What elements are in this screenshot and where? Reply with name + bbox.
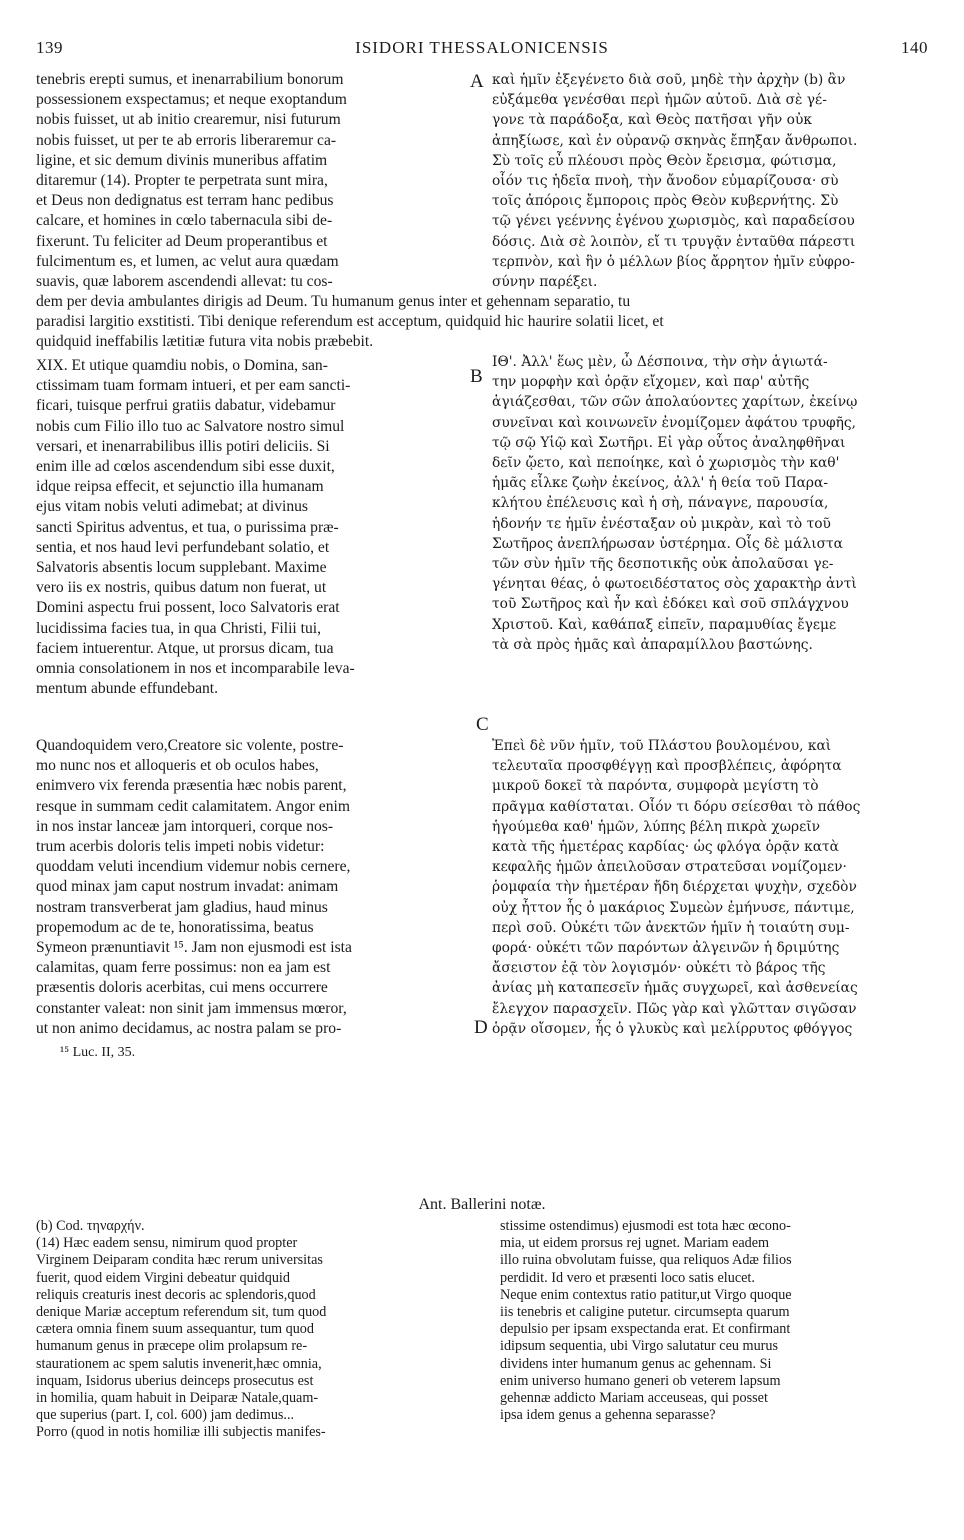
- text-line: staurationem ac spem salutis invenerit,hæc omnia,: [36, 1355, 322, 1372]
- text-line: denique Mariæ acceptum referendum sit, tum quod: [36, 1304, 327, 1321]
- text-line: τὰ σὰ πρὸς ἡμᾶς καὶ ἀπαραμίλλου βαστώνης.: [492, 636, 813, 653]
- text-line: mentum abunde effundebant.: [36, 680, 219, 698]
- text-line: sancti Spiritus adventus, et tua, o purissima præ-: [36, 518, 339, 536]
- text-line: ἡδονήν τε ἡμῖν ἐνέσταξαν οὐ μικρὰν, καὶ τὸ τοῦ: [492, 515, 831, 532]
- text-line: omnia consolationem in nos et incomparabile leva-: [36, 660, 355, 678]
- text-line: ligine, et sic demum divinis muneribus affatim: [36, 151, 328, 169]
- text-line: καὶ ἡμῖν ἐξεγένετο διὰ σοῦ, μηδὲ τὴν ἀρχὴν (b) ἂν: [492, 72, 846, 88]
- text-line: Domini aspectu frui possent, loco Salvatoris erat: [36, 599, 340, 617]
- text-line: περὶ σοῦ. Οὐκέτι τῶν ἀνεκτῶν ἡμῖν ἡ τοιαύτη συμ-: [492, 919, 850, 936]
- text-line: ῥομφαία τὴν ἡμετέραν ἤδη διέρχεται ψυχὴν, σχεδὸν: [492, 879, 857, 896]
- text-line: dem per devia ambulantes dirigis ad Deum. Tu humanum genus inter et gehennam separatio, tu: [36, 293, 631, 310]
- text-line: Quandoquidem vero,Creatore sic volente, postre-: [36, 737, 344, 754]
- text-line: in homilia, quam habuit in Deiparæ Natale,quam-: [36, 1390, 319, 1407]
- greek-column-top: [492, 70, 928, 292]
- latin-column-section-xix: [36, 356, 466, 699]
- text-line: οἷόν τις ἡδεῖα πνοὴ, τὴν ἄνοδον εὐμαρίζουσα· σὺ: [492, 173, 839, 190]
- notes-title: Ant. Ballerini notæ.: [418, 1196, 546, 1213]
- column-marker-b: B: [470, 366, 483, 387]
- text-line: enim universo humano generi ob veterem lapsum: [500, 1372, 781, 1389]
- text-line: fuerit, quod eidem Virgini debeatur quidquid: [36, 1269, 290, 1286]
- text-line: οὐχ ἧττον ἧς ὁ μακάριος Συμεὼν ἐμήνυσε, πάντιμε,: [492, 899, 855, 916]
- text-line: faciem intuerentur. Atque, ut prorsus dicam, tua: [36, 639, 334, 657]
- greek-column-section-19: [492, 352, 928, 655]
- latin-column-top: [36, 70, 466, 292]
- text-line: ἀπηξίωσε, καὶ ἐν οὐρανῷ σκηνὰς ἔπηξαν ἄνθρωποι.: [492, 132, 858, 149]
- text-line: Porro (quod in notis homiliæ illi subjectis manifes-: [36, 1424, 326, 1441]
- page-header: [36, 38, 928, 62]
- text-line: XIX. Et utique quamdiu nobis, o Domina, san-: [36, 357, 328, 374]
- text-line: μικροῦ δοκεῖ τὰ παρόντα, συμφορὰ μεγίστη τὸ: [492, 778, 819, 795]
- text-line: et Deus non dedignatus est terram hanc pedibus: [36, 192, 334, 210]
- text-line: ut non animo decidamus, ac nostra palam se pro-: [36, 1019, 342, 1037]
- text-line: humanum genus in præcepe olim prolapsum re-: [36, 1338, 308, 1355]
- latin-full-width-text: [36, 292, 928, 353]
- text-line: τῷ σῷ Υἱῷ καὶ Σωτῆρι. Εἰ γὰρ οὗτος ἀναληφθῆναι: [492, 434, 846, 451]
- text-line: quod minax jam caput nostrum invadat: animam: [36, 878, 339, 896]
- text-line: gehennæ addicto Mariam acceuseas, qui posset: [500, 1390, 768, 1407]
- text-line: resque in summam cedit calamitatem. Angor enim: [36, 797, 350, 815]
- text-line: stissime ostendimus) ejusmodi est tota hæc œcono-: [500, 1218, 791, 1234]
- text-line: ficari, tuisque perfrui gratiis dabatur, videbamur: [36, 397, 336, 415]
- text-line: τελευταῖα προσφθέγγῃ καὶ προσβλέπεις, ἀφόρητα: [492, 758, 842, 775]
- text-line: (b) Cod. τηναρχήν.: [36, 1218, 145, 1234]
- text-line: nobis cum Filio illo tuo ac Salvatore nostro simul: [36, 417, 345, 435]
- text-line: tenebris erepti sumus, et inenarrabilium bonorum: [36, 71, 344, 88]
- page-number-right: 140: [901, 38, 928, 57]
- text-line: την μορφὴν καὶ ὁρᾷν εἴχομεν, καὶ παρ' αὐτῆς: [492, 374, 810, 391]
- text-line: lucidissima facies tua, in qua Christi, Filii tui,: [36, 619, 321, 637]
- text-line: in nos instar lanceæ jam intorqueri, corque nos-: [36, 817, 334, 835]
- text-line: τοῖς ἀπόροις ἔμποροις πρὸς Θεὸν κυβερνήτης. Σὺ: [492, 193, 839, 210]
- text-line: δόσις. Διὰ σὲ λοιπὸν, εἴ τι τρυγᾷν ἐνταῦθα πάρεστι: [492, 233, 856, 250]
- text-line: Σωτῆρος ἀνεπλήρωσαν ὑστέρημα. Οἷς δὲ μάλιστα: [492, 535, 843, 552]
- text-line: Ἐπεὶ δὲ νῦν ἡμῖν, τοῦ Πλάστου βουλομένου, καὶ: [492, 738, 832, 754]
- text-line: trum acerbis doloris telis impeti nobis videtur:: [36, 838, 325, 856]
- text-line: possessionem exspectamus; et neque exoptandum: [36, 91, 347, 109]
- text-line: perdidit. Id vero et præsenti loco satis elucet.: [500, 1269, 755, 1286]
- text-line: nobis fuisset, ut ab initio crearemur, nisi futurum: [36, 111, 341, 129]
- column-marker-a: A: [470, 71, 484, 92]
- text-line: depulsio per ipsam exspectanda erat. Et confirmant: [500, 1321, 791, 1338]
- text-line: σύνην παρέξει.: [492, 274, 598, 291]
- text-line: paradisi largitio exstitisti. Tibi denique referendum est acceptum, quidquid hic haurire solatii licet, et: [36, 313, 664, 331]
- text-line: κλήτου ἐπέλευσις καὶ ἡ σὴ, πάναγνε, παρουσία,: [492, 495, 829, 512]
- text-line: præsentis doloris acerbitas, cui mens occurrere: [36, 979, 328, 997]
- text-line: idque reipsa effecit, et sejunctio illa humanam: [36, 478, 324, 496]
- text-line: φορά· οὐκέτι τῶν παρόντων ἀλγεινῶν ἡ δριμύτης: [492, 940, 840, 957]
- text-line: κατὰ τῆς ἡμετέρας καρδίας· ὡς φλόγα ὁρᾷν κατὰ: [492, 839, 839, 856]
- text-line: γονε τὰ παράδοξα, καὶ Θεὸς πατῆσαι γῆν οὐκ: [492, 112, 812, 129]
- text-line: enim ille ad cœlos ascendendum sibi esse duxit,: [36, 458, 335, 476]
- page-number-left: 139: [36, 38, 63, 57]
- text-line: Neque enim contextus ratio patitur,ut Virgo quoque: [500, 1286, 792, 1303]
- text-line: ἄσειστον ἐᾷ τὸν λογισμόν· οὐκέτι τὸ βάρος τῆς: [492, 960, 826, 977]
- column-marker-d: D: [474, 1017, 488, 1038]
- text-line: propemodum ac de te, honoratissima, beatus: [36, 918, 314, 936]
- text-line: mia, ut eidem prorsus rej ugnet. Mariam eadem: [500, 1235, 770, 1252]
- text-line: εὐξάμεθα γενέσθαι περὶ ἡμῶν αὐτοῦ. Διὰ σὲ γέ-: [492, 92, 827, 109]
- text-line: Σὺ τοῖς εὖ πλέουσι πρὸς Θεὸν ἔρεισμα, φώτισμα,: [492, 152, 837, 169]
- text-line: fixerunt. Tu feliciter ad Deum properantibus et: [36, 232, 328, 250]
- text-line: ὁρᾷν οἴσομεν, ἧς ὁ γλυκὺς καὶ μελίρρυτος φθόγγος: [492, 1020, 853, 1037]
- footnote: ¹⁵ Luc. II, 35.: [60, 1045, 136, 1060]
- text-line: calamitas, quam ferre possimus: non ea jam est: [36, 959, 331, 977]
- text-line: dividens inter humanum genus ac gehennam. Si: [500, 1355, 772, 1372]
- text-line: mo nunc nos et alloqueris et ob oculos habes,: [36, 757, 319, 775]
- text-line: Salvatoris absentis locum supplebant. Maxime: [36, 559, 327, 577]
- text-line: constanter valeat: non sinit jam immensus mœror,: [36, 999, 347, 1017]
- text-line: nostram transverberat jam gladius, haud minus: [36, 898, 328, 916]
- text-line: ejus vitam nobis veluti adimebat; at divinus: [36, 498, 308, 516]
- text-line: συνεῖναι καὶ κοινωνεῖν ἐνομίζομεν ἀφάτου τρυφῆς,: [492, 414, 857, 431]
- text-line: enimvero vix ferenda præsentia hæc nobis parent,: [36, 777, 347, 795]
- text-line: πρᾶγμα καθίσταται. Οἷόν τι δόρυ σείεσθαι τὸ πάθος: [492, 798, 861, 815]
- running-title: ISIDORI THESSALONICENSIS: [355, 38, 609, 57]
- text-line: vero iis ex nostris, quibus datum non fuerat, ut: [36, 579, 327, 597]
- text-line: que superius (part. I, col. 600) jam dedimus...: [36, 1407, 295, 1424]
- text-line: ἡγούμεθα καθ' ἡμῶν, λύπης βέλη πικρὰ χωρεῖν: [492, 818, 821, 835]
- text-line: versari, et inenarrabilibus illis potiri deliciis. Si: [36, 437, 330, 455]
- text-line: ἁγιάζεσθαι, τῶν σῶν ἀπολαύοντες χαρίτων, ἐκείνῳ: [492, 394, 858, 411]
- text-line: ΙΘ'. Ἀλλ' ἕως μὲν, ὦ Δέσποινα, τὴν σὴν ἁγιωτά-: [492, 354, 828, 370]
- text-line: sentia, et nos haud levi perfundebant solatio, et: [36, 538, 330, 556]
- text-line: ipsa idem genus a gehenna separasse?: [500, 1407, 716, 1424]
- text-line: Virginem Deiparam condita hæc rerum universitas: [36, 1252, 323, 1269]
- notes-column-right: [500, 1218, 928, 1424]
- text-line: fulcimentum es, et lumen, ac velut aura quædam: [36, 252, 339, 270]
- greek-column-lower: [492, 736, 928, 1039]
- text-line: τοῦ Σωτῆρος καὶ ἦν καὶ ἐδόκει καὶ σοῦ σπλάγχνου: [492, 596, 849, 613]
- latin-column-lower: [36, 736, 466, 1039]
- text-line: reliquis creaturis inest decoris ac splendoris,quod: [36, 1286, 316, 1303]
- column-marker-c: C: [476, 714, 489, 735]
- text-line: (14) Hæc eadem sensu, nimirum quod propter: [36, 1235, 298, 1252]
- text-line: iis tenebris et caligine putetur. circumsepta quarum: [500, 1304, 790, 1321]
- text-line: calcare, et homines in cœlo tabernacula sibi de-: [36, 212, 333, 230]
- text-line: ἔλεγχον παρασχεῖν. Πῶς γὰρ καὶ γλῶτταν σιγῶσαν: [492, 1000, 857, 1017]
- text-line: nobis fuisset, ut per te ab erroris liberaremur ca-: [36, 131, 337, 149]
- text-line: τῷ γένει γεέννης ἐγένου χωρισμὸς, καὶ παραδείσου: [492, 213, 855, 230]
- text-line: Symeon prænuntiavit ¹⁵. Jam non ejusmodi est ista: [36, 939, 352, 957]
- text-line: quidquid ineffabilis lætitiæ futura vita nobis præbebit.: [36, 333, 374, 351]
- text-line: suavis, quæ laborem ascendendi allevat: tu cos-: [36, 273, 333, 291]
- notes-column-left: [36, 1218, 470, 1442]
- text-line: ditaremur (14). Propter te perpetrata sunt mira,: [36, 172, 328, 190]
- text-line: ctissimam tuam formam intueri, et per eam sancti-: [36, 377, 351, 395]
- text-line: γένηται θέας, ὁ φωτοειδέστατος σὸς χαρακτὴρ ἀντὶ: [492, 576, 857, 593]
- text-line: inquam, Isidorus uberius deinceps prosecutus est: [36, 1372, 314, 1389]
- text-line: Χριστοῦ. Καὶ, καθάπαξ εἰπεῖν, παραμυθίας ἔγεμε: [492, 616, 837, 633]
- text-line: illo ruina obvolutam fuisse, qua reliquos Adæ filios: [500, 1252, 792, 1269]
- text-line: δεῖν ᾤετο, καὶ πεποίηκε, καὶ ὁ χωρισμὸς τὴν καθ': [492, 455, 840, 472]
- text-line: τῶν σὺν ἡμῖν τῆς δεσποτικῆς οὐκ ἀπολαῦσαι γε-: [492, 556, 834, 573]
- text-line: ἡμᾶς εἷλκε ζωὴν ἐκείνος, ἀλλ' ἡ θεία τοῦ Παρα-: [492, 475, 829, 492]
- text-line: idipsum sequentia, ubi Virgo salutatur ceu murus: [500, 1338, 778, 1355]
- text-line: quoddam veluti incendium videmur nobis cernere,: [36, 858, 351, 876]
- text-line: τερπνὸν, καὶ ἣν ὁ μέλλων βίος ἄρρητον ἡμῖν εὐφρο-: [492, 253, 855, 270]
- text-line: κεφαλῆς ἡμῶν ἀπειλοῦσαν στρατεῦσαι νομίζομεν·: [492, 859, 847, 876]
- text-line: cætera omnia finem suum assequantur, tum quod: [36, 1321, 314, 1338]
- text-line: ἀνίας μὴ καταπεσεῖν ἡμᾶς συγχωρεῖ, καὶ ἀσθενείας: [492, 980, 858, 997]
